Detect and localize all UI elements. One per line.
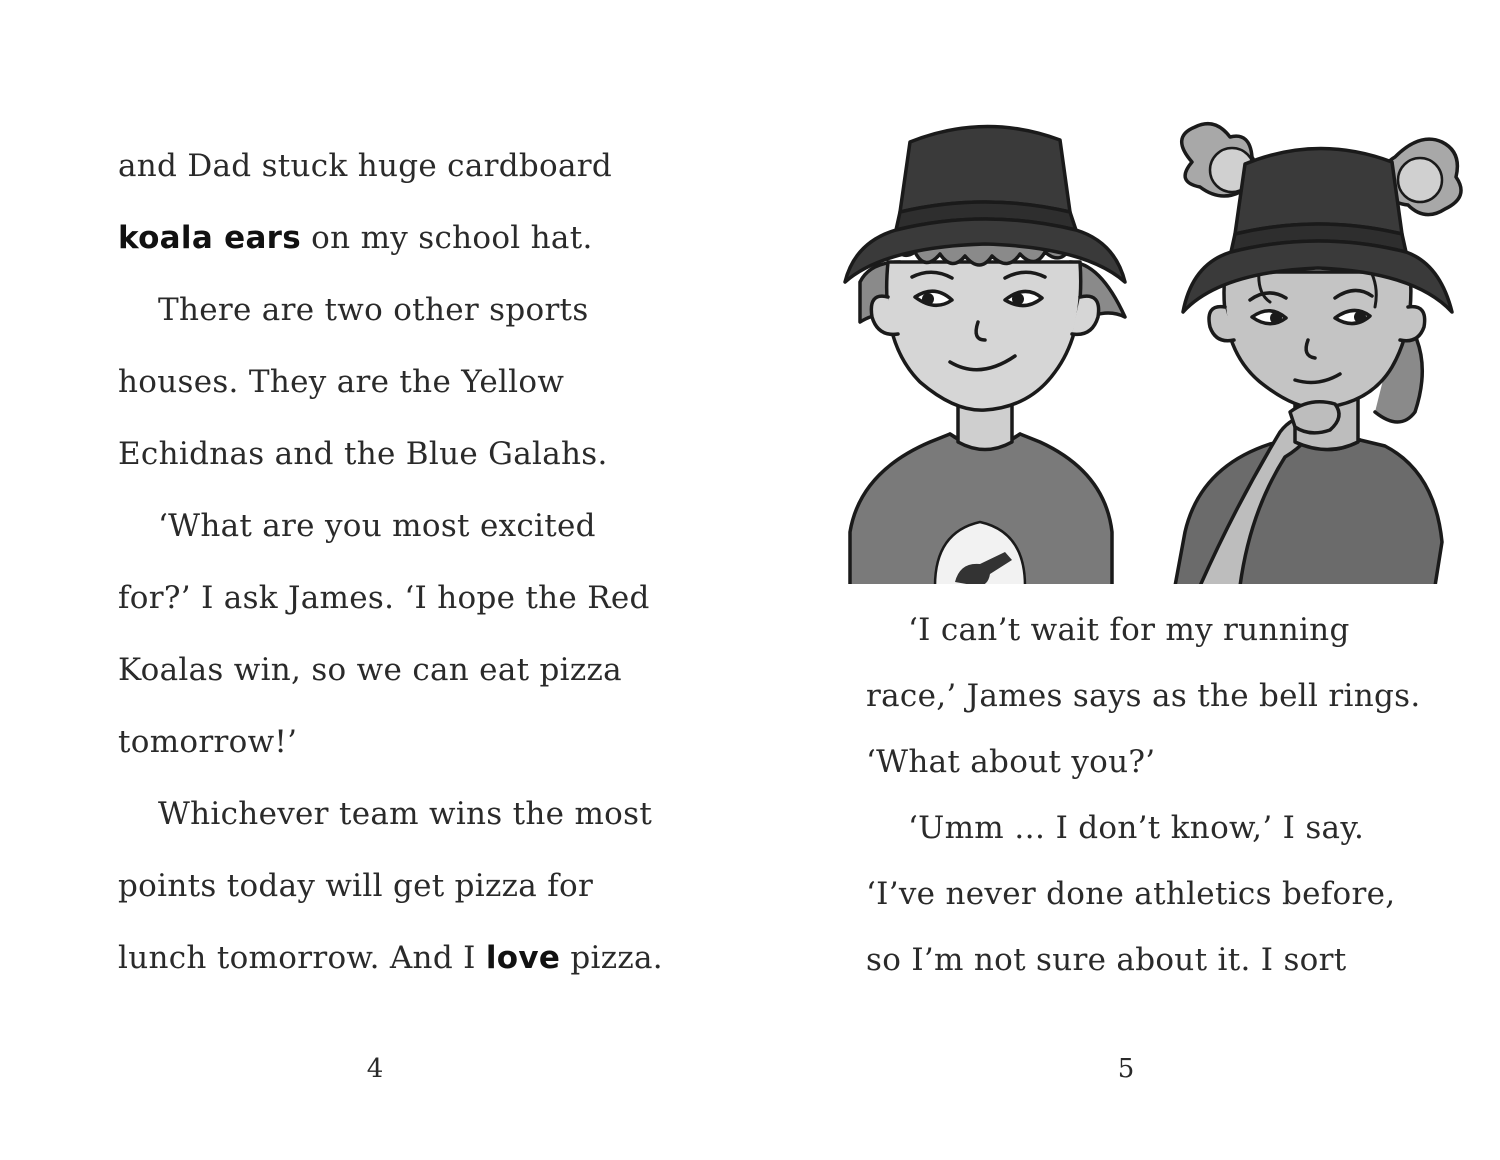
text-line: ‘What about you?’ — [866, 744, 1156, 780]
text-line — [118, 938, 663, 978]
text-line: race,’ James says as the bell rings. — [866, 678, 1421, 714]
page-number: 4 — [366, 1054, 384, 1084]
page-number: 5 — [1117, 1054, 1135, 1084]
text-run: pizza. — [560, 940, 663, 976]
boy-figure — [845, 126, 1125, 586]
text-line: Echidnas and the Blue Galahs. — [118, 436, 608, 472]
text-line: points today will get pizza for — [118, 868, 594, 904]
text-line: ‘What are you most excited — [158, 508, 596, 544]
text-line: ‘I can’t wait for my running — [908, 612, 1350, 648]
text-line: ‘I’ve never done athletics before, — [866, 876, 1396, 912]
two-children-illustration — [840, 112, 1470, 586]
text-line: ‘Umm … I don’t know,’ I say. — [908, 810, 1365, 846]
text-line: tomorrow!’ — [118, 724, 298, 760]
text-line: houses. They are the Yellow — [118, 364, 565, 400]
text-line: so I’m not sure about it. I sort — [866, 942, 1347, 978]
text-run: lunch tomorrow. And I — [118, 940, 486, 976]
emphasis-text: love — [485, 940, 561, 976]
text-line: There are two other sports — [158, 292, 589, 328]
girl-figure — [1175, 124, 1461, 586]
text-line: Whichever team wins the most — [158, 796, 653, 832]
text-line: and Dad stuck huge cardboard — [118, 148, 613, 184]
text-line: Koalas win, so we can eat pizza — [118, 652, 622, 688]
text-run: on my school hat. — [301, 220, 593, 256]
text-line: for?’ I ask James. ‘I hope the Red — [118, 580, 650, 616]
text-line — [118, 218, 593, 258]
emphasis-text: koala ears — [118, 220, 302, 256]
